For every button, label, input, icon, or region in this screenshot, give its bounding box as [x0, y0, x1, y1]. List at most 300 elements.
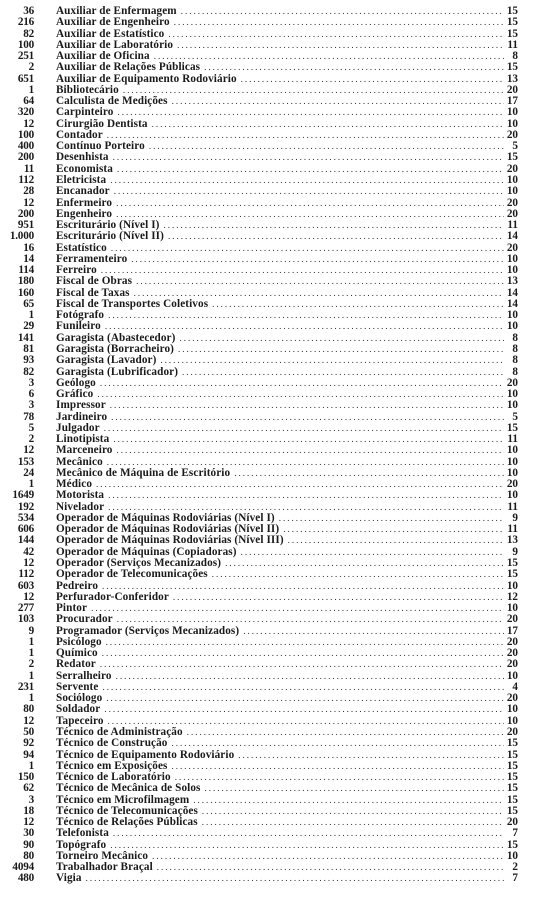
salary-level: 15 — [506, 61, 518, 74]
salary-level: 17 — [506, 95, 518, 108]
position-title: Auxiliar de Enfermagem — [56, 5, 177, 17]
list-item — [0, 276, 534, 287]
position-title: Operador de Máquinas Rodoviárias (Nível III) — [56, 534, 284, 547]
position-count: 30 — [23, 827, 34, 840]
salary-level: 14 — [506, 297, 518, 310]
dot-leader — [98, 682, 504, 693]
dot-leader — [156, 355, 504, 366]
dot-leader — [208, 569, 504, 580]
salary-level: 10 — [506, 399, 518, 412]
dot-leader — [169, 592, 504, 603]
position-count: 1 — [28, 478, 34, 491]
position-count: 100 — [17, 38, 34, 51]
position-count: 28 — [23, 185, 34, 198]
dot-leader — [237, 74, 504, 85]
position-count: 141 — [17, 331, 34, 344]
position-count: 80 — [23, 849, 34, 862]
dot-leader — [110, 186, 504, 197]
position-count: 200 — [17, 151, 34, 164]
position-title: Julgador — [56, 421, 100, 434]
position-count: 320 — [17, 106, 34, 119]
position-title: Auxiliar de Equipamento Rodoviário — [56, 72, 237, 85]
position-count: 16 — [23, 241, 34, 254]
position-count: 42 — [23, 545, 34, 558]
position-count: 18 — [23, 804, 34, 817]
dot-leader — [96, 659, 504, 670]
position-title: Gráfico — [56, 388, 94, 401]
dot-leader — [112, 671, 504, 682]
dot-leader — [106, 175, 504, 186]
salary-level: 4 — [512, 680, 518, 693]
position-count: 114 — [18, 264, 34, 277]
position-count: 112 — [18, 173, 34, 186]
position-title: Auxiliar de Estatístico — [56, 27, 165, 40]
position-count: 90 — [23, 838, 34, 851]
salary-level: 11 — [507, 219, 518, 232]
salary-level: 15 — [506, 838, 518, 851]
dot-leader — [174, 344, 504, 355]
position-count: 400 — [17, 140, 34, 153]
position-list — [0, 6, 534, 885]
dot-leader — [171, 772, 504, 783]
dot-leader — [113, 164, 504, 175]
list-item — [0, 828, 534, 839]
position-count: 1 — [28, 759, 34, 772]
position-count: 1 — [28, 669, 34, 682]
dot-leader — [148, 119, 504, 130]
dot-leader — [145, 141, 504, 152]
position-title: Contador — [56, 128, 103, 141]
salary-level: 15 — [506, 421, 518, 434]
salary-level: 10 — [506, 117, 518, 130]
position-count: 12 — [23, 816, 34, 829]
salary-level: 10 — [506, 309, 518, 322]
position-title: Sociólogo — [56, 692, 103, 705]
position-count: 3 — [28, 376, 34, 389]
salary-level: 17 — [506, 624, 518, 637]
position-count: 103 — [17, 613, 34, 626]
salary-level: 20 — [506, 241, 518, 254]
position-count: 480 — [17, 872, 34, 885]
position-count: 651 — [17, 72, 34, 85]
position-title: Auxiliar de Laboratório — [56, 38, 174, 51]
position-title: Escriturário (Nível I) — [56, 219, 160, 232]
salary-level: 20 — [506, 128, 518, 141]
salary-level: 20 — [506, 162, 518, 175]
position-count: 216 — [17, 16, 34, 29]
position-count: 1 — [28, 647, 34, 660]
salary-level: 10 — [506, 602, 518, 615]
dot-leader — [284, 535, 504, 546]
position-count: 12 — [23, 196, 34, 209]
position-count: 3 — [28, 793, 34, 806]
position-count: 12 — [23, 444, 34, 457]
salary-level: 10 — [506, 320, 518, 333]
position-title: Fotógrafo — [56, 309, 105, 322]
position-count: 251 — [17, 50, 34, 63]
dot-leader — [237, 547, 504, 558]
dot-leader — [112, 209, 504, 220]
position-title: Garagista (Borracheiro) — [56, 342, 174, 355]
position-count: 1 — [28, 309, 34, 322]
position-title: Torneiro Mecânico — [56, 849, 149, 862]
salary-level: 15 — [506, 16, 518, 29]
list-item — [0, 355, 534, 366]
position-count: 180 — [17, 275, 34, 288]
dot-leader — [178, 367, 504, 378]
list-item — [0, 873, 534, 884]
position-count: 100 — [17, 128, 34, 141]
dot-leader — [113, 614, 504, 625]
position-title: Técnico em Microfilmagem — [56, 793, 190, 806]
dot-leader — [87, 603, 504, 614]
position-title: Escriturário (Nível II) — [56, 230, 164, 243]
position-title: Pedreiro — [56, 579, 99, 592]
dot-leader — [239, 626, 504, 637]
salary-level: 13 — [506, 534, 518, 547]
dot-leader — [153, 862, 504, 873]
salary-level: 15 — [506, 27, 518, 40]
position-title: Geólogo — [56, 376, 96, 389]
position-count: 92 — [23, 737, 34, 750]
list-item — [0, 783, 534, 794]
dot-leader — [164, 231, 504, 242]
dot-leader — [106, 840, 504, 851]
position-title: Técnico de Administração — [56, 726, 183, 738]
dot-leader — [100, 704, 504, 715]
position-count: 2 — [28, 61, 34, 74]
salary-level: 14 — [506, 230, 518, 243]
position-title: Soldador — [56, 703, 101, 716]
position-title: Garagista (Lubrificador) — [56, 365, 179, 378]
salary-level: 8 — [512, 354, 518, 367]
list-item — [0, 400, 534, 411]
position-count: 24 — [23, 466, 34, 479]
dot-leader — [167, 738, 504, 749]
salary-level: 10 — [506, 252, 518, 265]
salary-level: 13 — [506, 72, 518, 85]
dot-leader — [208, 299, 504, 310]
position-title: Serralheiro — [56, 669, 112, 682]
salary-level: 13 — [506, 275, 518, 288]
position-title: Calculista de Medições — [56, 95, 168, 108]
salary-level: 10 — [506, 466, 518, 479]
dot-leader — [104, 310, 504, 321]
dot-leader — [92, 479, 504, 490]
dot-leader — [112, 198, 504, 209]
salary-level: 20 — [506, 207, 518, 220]
salary-level: 10 — [506, 185, 518, 198]
position-title: Mecânico de Máquina de Escritório — [56, 466, 231, 479]
dot-leader — [198, 817, 504, 828]
salary-level: 10 — [506, 669, 518, 682]
salary-level: 11 — [507, 500, 518, 513]
dot-leader — [198, 806, 504, 817]
position-count: 192 — [17, 500, 34, 513]
position-title: Pintor — [56, 602, 88, 615]
position-title: Auxiliar de Relações Públicas — [56, 61, 201, 74]
dot-leader — [113, 107, 504, 118]
salary-level: 10 — [506, 579, 518, 592]
dot-leader — [102, 637, 504, 648]
position-count: 603 — [17, 579, 34, 592]
position-title: Garagista (Lavador) — [56, 354, 157, 367]
position-title: Desenhista — [56, 151, 109, 164]
salary-level: 2 — [512, 861, 518, 874]
dot-leader — [148, 851, 504, 862]
dot-leader — [96, 378, 504, 389]
position-title: Linotipista — [56, 433, 110, 446]
position-count: 11 — [23, 162, 34, 175]
position-title: Programador (Serviços Mecanizados) — [56, 624, 240, 637]
salary-level: 20 — [506, 658, 518, 671]
list-item — [0, 231, 534, 242]
position-count: 144 — [17, 534, 34, 547]
salary-level: 20 — [506, 196, 518, 209]
position-title: Técnico de Equipamento Rodoviário — [56, 748, 235, 761]
position-title: Jardineiro — [56, 410, 108, 423]
dot-leader — [200, 62, 504, 73]
list-item — [0, 659, 534, 670]
position-title: Funileiro — [56, 320, 101, 333]
dot-leader — [275, 513, 504, 524]
position-title: Telefonista — [56, 827, 109, 840]
dot-leader — [230, 468, 504, 479]
salary-level: 10 — [506, 489, 518, 502]
position-title: Operador de Telecomunicações — [56, 568, 208, 581]
salary-level: 9 — [512, 511, 518, 524]
dot-leader — [107, 412, 504, 423]
salary-level: 20 — [506, 613, 518, 626]
position-count: 80 — [23, 703, 34, 716]
dot-leader — [189, 795, 504, 806]
position-title: Fiscal de Obras — [56, 275, 133, 288]
position-count: 153 — [17, 455, 34, 468]
position-count: 112 — [18, 568, 34, 581]
salary-level: 8 — [512, 342, 518, 355]
position-title: Bibliotecário — [56, 83, 119, 96]
dot-leader — [164, 29, 504, 40]
dot-leader — [97, 265, 504, 276]
position-count: 1649 — [12, 489, 34, 502]
salary-level: 15 — [506, 759, 518, 772]
position-title: Vigia — [56, 872, 82, 885]
position-title: Técnico de Mecânica de Solos — [56, 782, 201, 795]
position-title: Técnico em Exposições — [56, 759, 168, 772]
salary-level: 15 — [506, 151, 518, 164]
position-title: Ferramenteiro — [56, 252, 128, 265]
position-title: Garagista (Abastecedor) — [56, 331, 176, 344]
salary-level: 15 — [506, 771, 518, 784]
dot-leader — [109, 434, 504, 445]
position-title: Técnico de Telecomunicações — [56, 804, 198, 817]
position-title: Técnico de Relações Públicas — [56, 816, 198, 829]
salary-level: 20 — [506, 83, 518, 96]
list-item — [0, 62, 534, 73]
salary-level: 12 — [506, 590, 518, 603]
salary-level: 14 — [506, 286, 518, 299]
position-count: 3 — [28, 399, 34, 412]
salary-level: 15 — [506, 737, 518, 750]
salary-level: 10 — [506, 173, 518, 186]
dot-leader — [107, 243, 504, 254]
position-count: 65 — [23, 297, 34, 310]
salary-level: 20 — [506, 726, 518, 738]
list-item — [0, 17, 534, 28]
salary-level: 10 — [506, 703, 518, 716]
salary-level: 8 — [512, 365, 518, 378]
position-count: 1.000 — [9, 230, 34, 243]
dot-leader — [170, 17, 504, 28]
position-title: Eletricista — [56, 173, 107, 186]
dot-leader — [104, 490, 504, 501]
salary-level: 15 — [506, 557, 518, 570]
salary-level: 10 — [506, 106, 518, 119]
position-title: Impressor — [56, 399, 106, 412]
position-count: 82 — [23, 27, 34, 40]
salary-level: 11 — [507, 523, 518, 536]
dot-leader — [93, 389, 504, 400]
position-count: 64 — [23, 95, 34, 108]
position-count: 951 — [17, 219, 34, 232]
position-title: Redator — [56, 658, 96, 671]
position-count: 2 — [28, 433, 34, 446]
salary-level: 7 — [512, 872, 518, 885]
dot-leader — [175, 333, 504, 344]
dot-leader — [100, 423, 504, 434]
position-title: Marceneiro — [56, 444, 113, 457]
position-title: Motorista — [56, 489, 105, 502]
position-count: 150 — [17, 771, 34, 784]
position-count: 78 — [23, 410, 34, 423]
dot-leader — [103, 130, 504, 141]
position-count: 277 — [17, 602, 34, 615]
salary-level: 15 — [506, 748, 518, 761]
list-item — [0, 738, 534, 749]
position-count: 1 — [28, 692, 34, 705]
dot-leader — [106, 400, 504, 411]
position-title: Fiscal de Taxas — [56, 286, 130, 299]
position-count: 534 — [17, 511, 34, 524]
position-title: Fiscal de Transportes Coletivos — [56, 297, 209, 310]
position-title: Psicólogo — [56, 635, 102, 648]
salary-level: 20 — [506, 376, 518, 389]
position-count: 200 — [17, 207, 34, 220]
salary-level: 11 — [507, 38, 518, 51]
dot-leader — [98, 648, 504, 659]
dot-leader — [82, 873, 504, 884]
salary-level: 10 — [506, 444, 518, 457]
position-count: 12 — [23, 557, 34, 570]
position-title: Operador de Máquinas Rodoviárias (Nível II) — [56, 523, 280, 536]
dot-leader — [132, 276, 504, 287]
position-count: 12 — [23, 590, 34, 603]
salary-level: 10 — [506, 388, 518, 401]
dot-leader — [221, 558, 504, 569]
dot-leader — [177, 6, 504, 17]
salary-level: 10 — [506, 849, 518, 862]
salary-level: 20 — [506, 692, 518, 705]
position-title: Químico — [56, 647, 98, 660]
position-count: 36 — [23, 5, 34, 17]
position-title: Perfurador-Conferidor — [56, 590, 169, 603]
dot-leader — [113, 445, 505, 456]
position-title: Procurador — [56, 613, 113, 626]
salary-level: 5 — [512, 140, 518, 153]
position-count: 6 — [28, 388, 34, 401]
position-count: 82 — [23, 365, 34, 378]
position-count: 231 — [17, 680, 34, 693]
position-title: Tapeceiro — [56, 714, 104, 727]
list-item — [0, 490, 534, 501]
position-title: Carpinteiro — [56, 106, 114, 119]
dot-leader — [150, 51, 504, 62]
dot-leader — [234, 750, 504, 761]
salary-level: 15 — [506, 568, 518, 581]
position-count: 1 — [28, 635, 34, 648]
salary-level: 20 — [506, 816, 518, 829]
position-count: 93 — [23, 354, 34, 367]
position-title: Nivelador — [56, 500, 105, 513]
position-title: Operador de Máquinas Rodoviárias (Nível I) — [56, 511, 275, 524]
position-count: 62 — [23, 782, 34, 795]
dot-leader — [119, 85, 504, 96]
list-item — [0, 186, 534, 197]
salary-level: 8 — [512, 331, 518, 344]
salary-level: 9 — [512, 545, 518, 558]
position-count: 9 — [28, 624, 34, 637]
position-title: Ferreiro — [56, 264, 97, 277]
salary-level: 10 — [506, 455, 518, 468]
dot-leader — [183, 727, 504, 738]
salary-level: 10 — [506, 264, 518, 277]
dot-leader — [167, 761, 504, 772]
position-title: Topógrafo — [56, 838, 107, 851]
position-title: Cirurgião Dentista — [56, 117, 148, 130]
list-item — [0, 445, 534, 456]
dot-leader — [102, 693, 504, 704]
position-title: Contínuo Porteiro — [56, 140, 145, 153]
list-item — [0, 614, 534, 625]
position-title: Técnico de Laboratório — [56, 771, 171, 784]
position-count: 2 — [28, 658, 34, 671]
position-title: Auxiliar de Oficina — [56, 50, 150, 63]
salary-level: 15 — [506, 5, 518, 17]
list-item — [0, 107, 534, 118]
dot-leader — [109, 828, 504, 839]
position-title: Encanador — [56, 185, 110, 198]
position-count: 4094 — [12, 861, 34, 874]
dot-leader — [168, 96, 504, 107]
position-count: 606 — [17, 523, 34, 536]
dot-leader — [159, 220, 504, 231]
salary-level: 20 — [506, 478, 518, 491]
position-title: Servente — [56, 680, 99, 693]
dot-leader — [201, 783, 505, 794]
position-title: Engenheiro — [56, 207, 113, 220]
salary-level: 20 — [506, 635, 518, 648]
position-count: 94 — [23, 748, 34, 761]
salary-level: 5 — [512, 410, 518, 423]
position-count: 81 — [23, 342, 34, 355]
dot-leader — [173, 40, 504, 51]
position-title: Técnico de Construção — [56, 737, 168, 750]
position-title: Médico — [56, 478, 93, 491]
position-title: Operador de Máquinas (Copiadoras) — [56, 545, 237, 558]
salary-level: 11 — [507, 433, 518, 446]
position-count: 12 — [23, 714, 34, 727]
salary-level: 7 — [512, 827, 518, 840]
